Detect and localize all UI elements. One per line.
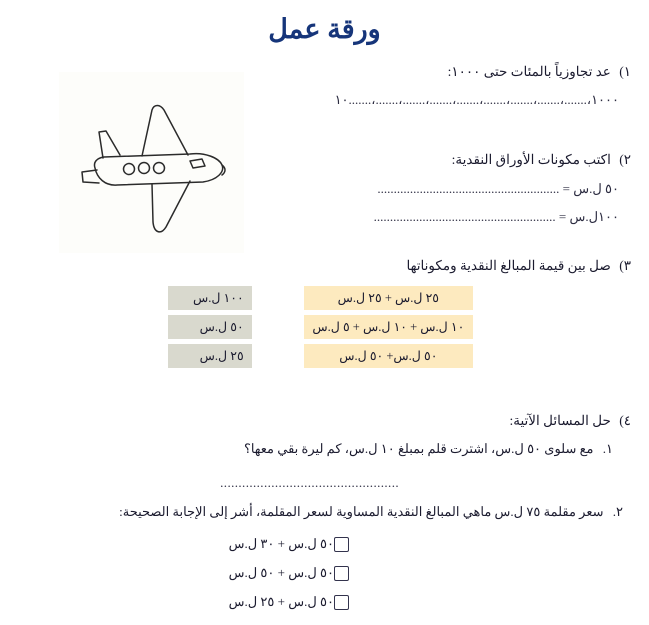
question-3-text: صل بين قيمة المبالغ النقدية ومكوناتها <box>406 258 611 273</box>
question-1-text: عد تجاوزياً بالمئات حتى ١٠٠٠: <box>447 64 611 79</box>
option-2-label: ٥٠ ل.س + ٥٠ ل.س <box>228 565 334 580</box>
question-4-sub-1-number: ١. <box>602 441 613 456</box>
question-1-answer-line[interactable]: ١٠٠٠،.......،.......،.......،.......،.......،.......،.......،.......،.......١٠ <box>334 92 619 107</box>
question-4-text: حل المسائل الآتية: <box>509 413 611 428</box>
question-4-sub-1 <box>244 441 613 457</box>
option-row-3 <box>214 594 429 610</box>
option-3-label: ٥٠ ل.س + ٢٥ ل.س <box>228 594 334 609</box>
question-4-sub-1-text: مع سلوى ٥٠ ل.س، اشترت قلم بمبلغ ١٠ ل.س، كم ليرة بقي معها؟ <box>243 441 594 456</box>
page-title: ورقة عمل <box>268 14 381 44</box>
question-2 <box>452 150 631 170</box>
option-row-2 <box>214 565 429 581</box>
airplane-illustration-box <box>59 72 244 253</box>
option-3-checkbox[interactable] <box>334 595 349 610</box>
match-components-cell[interactable]: ٥٠ ل.س+ ٥٠ ل.س <box>304 344 473 368</box>
question-2-line-1[interactable]: ٥٠ ل.س = ........................................................ <box>377 181 619 196</box>
question-3-number: ٣) <box>619 258 631 273</box>
match-components-cell[interactable]: ٢٥ ل.س + ٢٥ ل.س <box>304 286 473 310</box>
question-4-sub-2-text: سعر مقلمة ٧٥ ل.س ماهي المبالغ النقدية المساوية لسعر المقلمة، أشر إلى الإجابة الصحيحة: <box>119 504 604 519</box>
question-4-sub-1-answer-line[interactable]: ................................................. <box>220 475 399 490</box>
question-2-text: اكتب مكونات الأوراق النقدية: <box>451 152 611 167</box>
match-value-cell[interactable]: ٢٥ ل.س <box>168 344 252 368</box>
match-components-cell[interactable]: ١٠ ل.س + ١٠ ل.س + ٥ ل.س <box>304 315 473 339</box>
matching-table <box>168 286 473 373</box>
table-row <box>168 286 473 310</box>
match-value-cell[interactable]: ١٠٠ ل.س <box>168 286 252 310</box>
question-4-number: ٤) <box>619 413 631 428</box>
question-4-sub-2 <box>119 504 623 520</box>
question-1-number: ١) <box>619 64 631 79</box>
option-1-label: ٥٠ ل.س + ٣٠ ل.س <box>228 536 334 551</box>
question-1 <box>448 62 631 82</box>
table-row <box>168 315 473 339</box>
question-4-sub-2-number: ٢. <box>612 504 623 519</box>
table-row <box>168 344 473 368</box>
option-1-checkbox[interactable] <box>334 537 349 552</box>
match-value-cell[interactable]: ٥٠ ل.س <box>168 315 252 339</box>
question-2-number: ٢) <box>619 152 631 167</box>
option-2-checkbox[interactable] <box>334 566 349 581</box>
question-2-line-2[interactable]: ١٠٠ل.س = ........................................................ <box>373 209 619 224</box>
airplane-icon <box>59 72 244 253</box>
question-3 <box>406 256 631 276</box>
question-4 <box>509 411 631 431</box>
option-row-1 <box>214 536 429 552</box>
